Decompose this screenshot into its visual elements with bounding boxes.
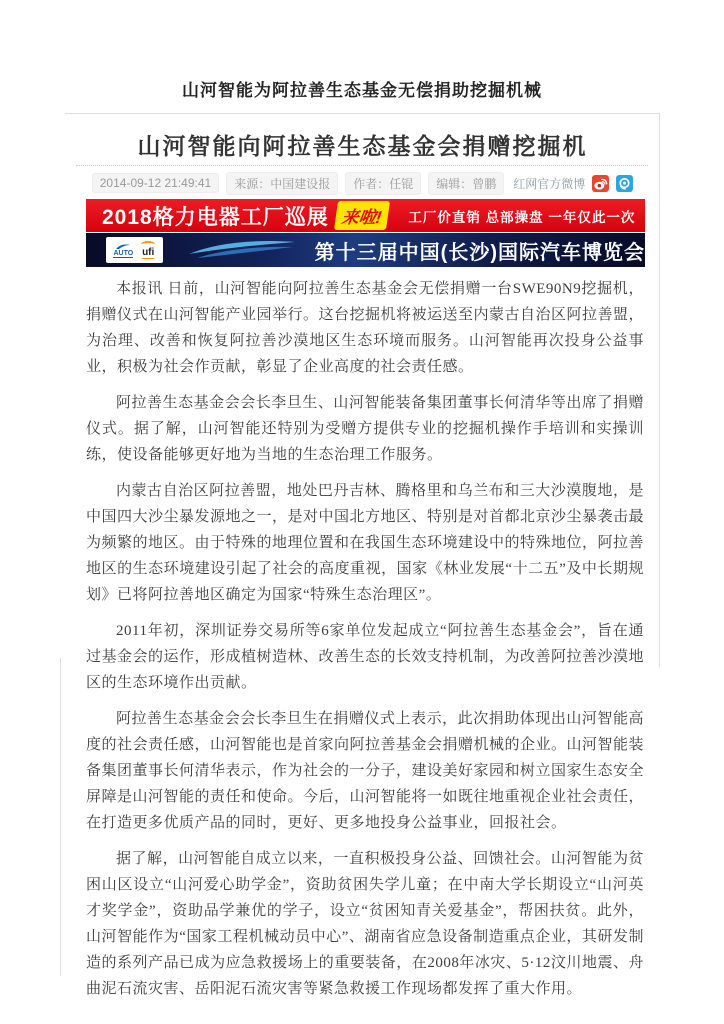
gree-ad-tagline: 工厂价直销 总部操盘 一年仅此一次 <box>408 209 636 225</box>
sina-weibo-icon[interactable] <box>592 175 609 192</box>
document-title: 山河智能为阿拉善生态基金无偿捐助挖掘机械 <box>182 81 542 100</box>
auto-expo-title: 第十三届中国(长沙)国际汽车博览会 <box>314 241 645 264</box>
weibo-official-label[interactable]: 红网官方微博 <box>513 176 586 191</box>
dotted-separator <box>76 164 648 166</box>
auto-expo-logo-box <box>106 237 163 263</box>
gree-ad-headline: 2018格力电器工厂巡展 <box>102 205 329 229</box>
auto-logo: AUTO <box>113 243 133 258</box>
gree-ad-badge: 来啦! <box>335 202 388 229</box>
article-meta-row <box>65 172 660 194</box>
meta-editor: 编辑：曾鹏 <box>428 172 504 195</box>
meta-timestamp: 2014-09-12 21:49:41 <box>92 173 219 193</box>
article-paragraph: 2011年初，深圳证券交易所等6家单位发起成立“阿拉善生态基金会”，旨在通过基金会的运作，形成植树造林、改善生态的长效支持机制，为改善阿拉善沙漠地区的生态环境作出贡献。 <box>86 623 645 691</box>
tencent-weibo-icon[interactable] <box>616 175 633 192</box>
article-box-border-right <box>659 113 660 667</box>
article-paragraph: 阿拉善生态基金会会长李旦生、山河智能装备集团董事长何清华等出席了捐赠仪式。据了解，山河智能还特别为受赠方提供专业的挖掘机操作手培训和实操训练，使设备能够更好地为当地的生态治理工作服务。 <box>86 395 644 463</box>
car-swoosh-icon <box>187 238 297 262</box>
meta-author: 作者：任锟 <box>345 172 421 195</box>
article-paragraph: 据了解，山河智能自成立以来，一直积极投身公益、回馈社会。山河智能为贫困山区设立“山河爱心助学金”，资助贫困失学儿童；在中南大学长期设立“山河英才奖学金”，资助品学兼优的学子，设立“贫困知青关爱基金”，帮困扶贫。此外，山河智能作为“国家工程机械动员中心”、湖南省应急设备制造重点企业，其研发制造的系列产品已成为应急救援场上的重要装备，在2008年冰灾、5·12汶川地震、舟曲泥石流灾害、岳阳泥石流灾害等紧急救援工作现场都发挥了重大作用。 <box>86 851 644 997</box>
auto-car-icon <box>115 243 131 250</box>
ufi-logo: ufi <box>141 241 155 259</box>
article-body <box>86 276 644 1012</box>
article-headline: 山河智能向阿拉善生态基金会捐赠挖掘机 <box>137 134 588 159</box>
article-box-border-left <box>60 658 61 976</box>
gree-ad-banner[interactable] <box>86 199 645 232</box>
auto-expo-banner[interactable] <box>86 233 645 267</box>
article-paragraph: 本报讯 日前，山河智能向阿拉善生态基金会无偿捐赠一台SWE90N9挖掘机，捐赠仪式在山河智能产业园举行。这台挖掘机将被运送至内蒙古自治区阿拉善盟，为治理、改善和恢复阿拉善沙漠地区生态环境而服务。山河智能再次投身公益事业，积极为社会作贡献，彰显了企业高度的社会责任感。 <box>86 281 645 375</box>
article-box-border-top <box>65 113 660 114</box>
article-paragraph: 阿拉善生态基金会会长李旦生在捐赠仪式上表示，此次捐助体现出山河智能高度的社会责任感，山河智能也是首家向阿拉善基金会捐赠机械的企业。山河智能装备集团董事长何清华表示，作为社会的一分子，建设美好家园和树立国家生态安全屏障是山河智能的责任和使命。今后，山河智能将一如既往地重视企业社会责任，在打造更多优质产品的同时，更好、更多地投身公益事业，回报社会。 <box>86 711 645 831</box>
meta-source: 来源：中国建设报 <box>226 172 338 195</box>
article-paragraph: 内蒙古自治区阿拉善盟，地处巴丹吉林、腾格里和乌兰布和三大沙漠腹地，是中国四大沙尘暴发源地之一，是对中国北方地区、特别是对首都北京沙尘暴袭击最为频繁的地区。由于特殊的地理位置和在我国生态环境建设中的特殊地位，阿拉善地区的生态环境建设引起了社会的高度重视，国家《林业发展“十二五”及中长期规划》已将阿拉善地区确定为国家“特殊生态治理区”。 <box>86 483 645 603</box>
